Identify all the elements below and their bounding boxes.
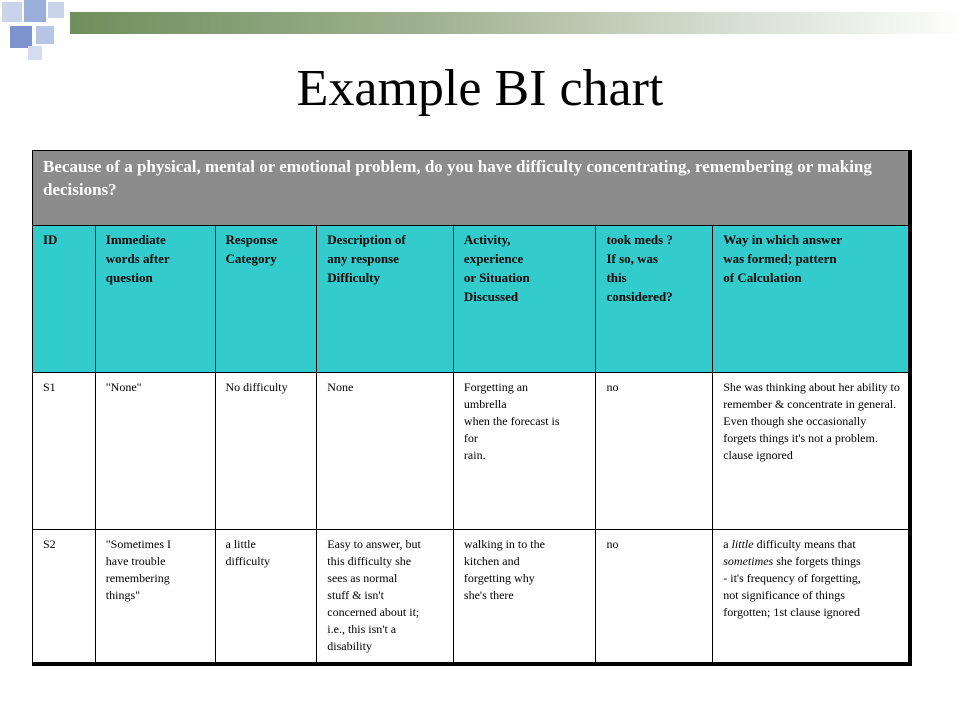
table-row — [33, 373, 911, 530]
cell-id: S2 — [33, 530, 96, 665]
way-text: a — [723, 537, 732, 551]
column-header-response-category: Response Category — [215, 226, 317, 373]
cell-meds: no — [596, 373, 713, 530]
cell-description: Easy to answer, but this difficulty she sees as normal stuff & isn't concerned about it; i.e., this isn't a disability — [317, 530, 454, 665]
column-header-meds: took meds ? If so, was this considered? — [596, 226, 713, 373]
column-header-description: Description of any response Difficulty — [317, 226, 454, 373]
slide-title: Example BI chart — [296, 60, 664, 117]
decorative-square — [36, 26, 54, 44]
way-emphasis-little: little — [731, 537, 754, 551]
cell-way-formed — [713, 530, 910, 665]
column-header-immediate-words: Immediate words after question — [95, 226, 215, 373]
decorative-square — [48, 2, 64, 18]
cell-immediate-words: "Sometimes I have trouble remembering things" — [95, 530, 215, 665]
decorative-square — [24, 0, 46, 22]
way-text: she forgets things - it's frequency of forgetting, not significance of things forgotten; 1st clause ignored — [723, 554, 861, 619]
cell-id: S1 — [33, 373, 96, 530]
decorative-gradient-bar — [70, 12, 960, 34]
way-emphasis-sometimes: sometimes — [723, 554, 774, 568]
cell-way-formed: She was thinking about her ability to remember & concentrate in general. Even though she occasionally forgets things it's not a problem. clause ignored — [713, 373, 910, 530]
header-row — [33, 226, 911, 373]
column-header-way-formed: Way in which answer was formed; pattern of Calculation — [713, 226, 910, 373]
cell-activity: walking in to the kitchen and forgetting why she's there — [453, 530, 596, 665]
table-row — [33, 530, 911, 665]
column-header-activity: Activity, experience or Situation Discussed — [453, 226, 596, 373]
cell-activity: Forgetting an umbrella when the forecast is for rain. — [453, 373, 596, 530]
column-header-id: ID — [33, 226, 96, 373]
decorative-square — [2, 2, 22, 22]
question-row — [33, 151, 911, 226]
bi-chart-table — [32, 150, 912, 666]
decorative-square — [10, 26, 32, 48]
cell-description: None — [317, 373, 454, 530]
question-text: Because of a physical, mental or emotional problem, do you have difficulty concentrating, remembering or making decisions? — [33, 151, 911, 226]
way-text: difficulty means that — [753, 537, 856, 551]
cell-response-category: No difficulty — [215, 373, 317, 530]
cell-meds: no — [596, 530, 713, 665]
cell-response-category: a little difficulty — [215, 530, 317, 665]
cell-immediate-words: "None" — [95, 373, 215, 530]
